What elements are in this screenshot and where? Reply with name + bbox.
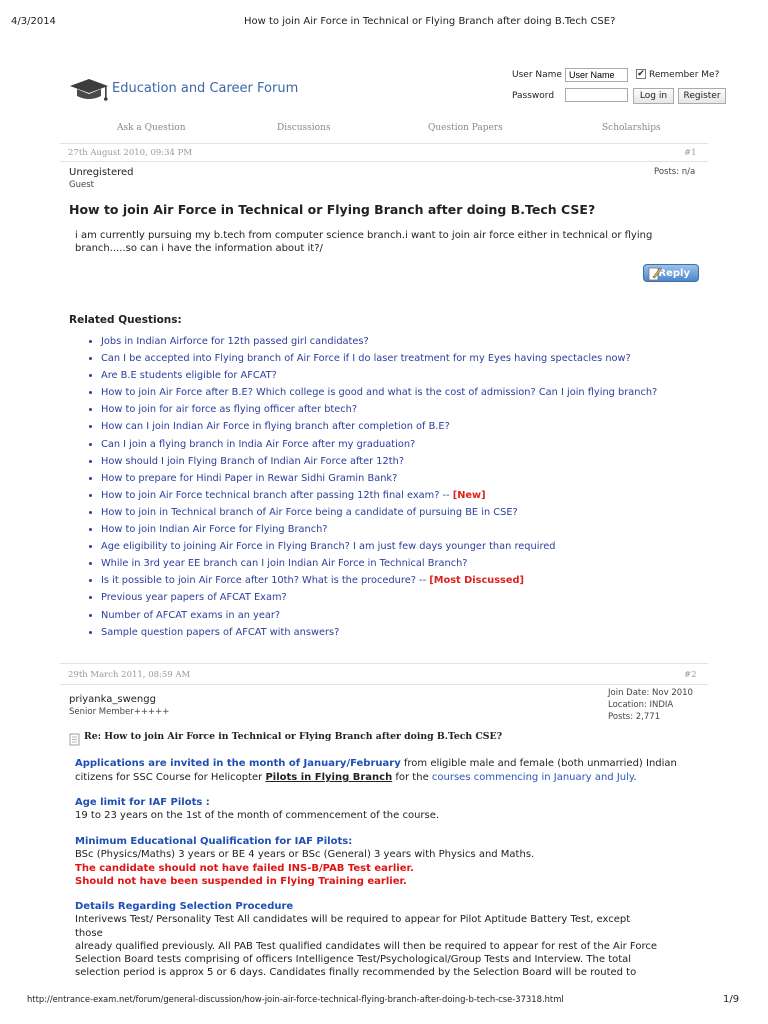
- print-page-number: 1/9: [723, 994, 740, 1005]
- graduation-cap-icon: [68, 77, 110, 107]
- username-input[interactable]: [565, 68, 628, 82]
- para1-text-a: citizens for SSC Course for Helicopter: [75, 772, 266, 783]
- register-button[interactable]: Register: [678, 88, 726, 104]
- password-input[interactable]: [565, 88, 628, 102]
- post2-date: 29th March 2011, 08:59 AM: [68, 670, 191, 680]
- related-question-item: [101, 589, 721, 606]
- edu-warning-1: The candidate should not have failed INS-B/PAB Test earlier.: [75, 863, 414, 874]
- question-tag: [New]: [452, 489, 486, 501]
- print-title: How to join Air Force in Technical or Flying Branch after doing B.Tech CSE?: [244, 16, 616, 27]
- para1-text-b: for the: [392, 772, 432, 783]
- reply-label: Reply: [658, 268, 690, 279]
- password-label: Password: [512, 91, 555, 101]
- document-icon: [69, 731, 81, 750]
- nav-question-papers[interactable]: Question Papers: [428, 123, 503, 133]
- related-question-link[interactable]: Age eligibility to joining Air Force in Flying Branch? I am just few days younger than required: [101, 541, 556, 553]
- related-question-link[interactable]: How to join in Technical branch of Air Force being a candidate of pursuing BE in CSE?: [101, 506, 518, 518]
- divider: [60, 161, 708, 162]
- related-question-item: [101, 384, 721, 401]
- reply-button[interactable]: [643, 264, 699, 282]
- related-question-link[interactable]: Can I be accepted into Flying branch of Air Force if I do laser treatment for my Eyes having spectacles now?: [101, 353, 631, 365]
- related-question-link[interactable]: Are B.E students eligible for AFCAT?: [101, 370, 277, 382]
- age-text: 19 to 23 years on the 1st of the month of commencement of the course.: [75, 810, 440, 821]
- related-question-item: [101, 607, 721, 624]
- post1-body-line2: branch.....so can i have the information about it?/: [75, 243, 323, 254]
- related-question-link[interactable]: Jobs in Indian Airforce for 12th passed girl candidates?: [101, 336, 369, 347]
- related-question-item: • How to join Air Force technical branch after passing 12th final exam? -- [New]: [101, 487, 721, 504]
- related-question-item: [101, 418, 721, 435]
- related-question-link[interactable]: How can I join Indian Air Force in flying branch after completion of B.E?: [101, 421, 450, 433]
- related-question-link[interactable]: Is it possible to join Air Force after 10th? What is the procedure?: [101, 575, 416, 587]
- print-url: http://entrance-exam.net/forum/general-discussion/how-join-air-force-technical-flying-branch-after-doing-b-tech-cse-37318.html: [27, 994, 564, 1004]
- related-question-link[interactable]: How to join for air force as flying officer after btech?: [101, 404, 358, 416]
- related-questions-list: [88, 333, 721, 641]
- post2-para1-line2: [75, 771, 637, 785]
- post1-username: Unregistered: [69, 167, 134, 178]
- related-question-link[interactable]: Previous year papers of AFCAT Exam?: [101, 592, 287, 604]
- post2-role: Senior Member+++++: [69, 707, 170, 717]
- post1-posts: Posts: n/a: [654, 167, 696, 177]
- related-question-item: [101, 453, 721, 470]
- related-question-link[interactable]: Number of AFCAT exams in an year?: [101, 609, 281, 621]
- related-question-link[interactable]: How should I join Flying Branch of Indian Air Force after 12th?: [101, 455, 405, 467]
- applications-invited-text: Applications are invited in the month of January/February: [75, 758, 401, 769]
- site-name[interactable]: Education and Career Forum: [112, 81, 299, 96]
- age-heading: Age limit for IAF Pilots :: [75, 797, 210, 808]
- post2-number[interactable]: #2: [684, 670, 697, 680]
- selection-line5: selection period is approx 5 or 6 days. Candidates finally recommended by the Selection Board will be routed to: [75, 967, 637, 978]
- related-question-link[interactable]: Sample question papers of AFCAT with answers?: [101, 626, 340, 638]
- pencil-icon: [648, 266, 662, 288]
- edu-text: BSc (Physics/Maths) 3 years or BE 4 years or BSc (General) 3 years with Physics and Maths.: [75, 849, 535, 860]
- remember-label: Remember Me?: [649, 70, 720, 80]
- related-question-item: [101, 624, 721, 641]
- post2-username[interactable]: priyanka_swengg: [69, 694, 156, 705]
- related-question-item: [101, 470, 721, 487]
- edu-warning-2: Should not have been suspended in Flying Training earlier.: [75, 876, 407, 887]
- username-label: User Name: [512, 70, 562, 80]
- post2-location: Location: INDIA: [608, 700, 674, 710]
- login-button[interactable]: Log in: [633, 88, 674, 104]
- selection-heading: Details Regarding Selection Procedure: [75, 901, 294, 912]
- selection-line1: Interivews Test/ Personality Test All candidates will be required to appear for Pilot Aptitude Battery Test, except: [75, 914, 631, 925]
- selection-line4: Selection Board tests comprising of officers Intelligence Test/Psychological/Group Tests and Interview. The total: [75, 954, 632, 965]
- edu-heading: Minimum Educational Qualification for IAF Pilots:: [75, 836, 353, 847]
- para1-rest: from eligible male and female (both unmarried) Indian: [400, 758, 677, 769]
- post1-role: Guest: [69, 180, 94, 190]
- post2-join-date: Join Date: Nov 2010: [608, 688, 693, 698]
- related-question-link[interactable]: How to join Air Force after B.E? Which college is good and what is the cost of admission? Can I join flying branch?: [101, 387, 658, 399]
- para1-period: .: [633, 772, 637, 783]
- divider: [60, 684, 708, 685]
- related-question-link[interactable]: How to join Indian Air Force for Flying Branch?: [101, 524, 328, 536]
- post2-re-title: Re: How to join Air Force in Technical or Flying Branch after doing B.Tech CSE?: [84, 731, 503, 742]
- related-question-item: [101, 367, 721, 384]
- related-question-link[interactable]: While in 3rd year EE branch can I join Indian Air Force in Technical Branch?: [101, 558, 468, 570]
- divider: [60, 143, 708, 144]
- post1-title: How to join Air Force in Technical or Flying Branch after doing B.Tech CSE?: [69, 202, 596, 217]
- print-date: 4/3/2014: [11, 16, 56, 27]
- courses-commencing-text: courses commencing in January and July: [431, 772, 634, 783]
- nav-ask-question[interactable]: Ask a Question: [117, 123, 186, 133]
- selection-line2: those: [75, 928, 103, 939]
- remember-checkbox[interactable]: ✔: [637, 69, 645, 79]
- post2-para1-line1: [75, 757, 677, 771]
- nav-discussions[interactable]: Discussions: [277, 123, 331, 133]
- pilots-flying-branch-link[interactable]: Pilots in Flying Branch: [265, 772, 393, 783]
- related-question-link[interactable]: How to join Air Force technical branch after passing 12th final exam?: [101, 489, 440, 501]
- related-heading: Related Questions:: [69, 314, 182, 326]
- post1-date: 27th August 2010, 09:34 PM: [68, 148, 193, 158]
- related-question-link[interactable]: Can I join a flying branch in India Air Force after my graduation?: [101, 438, 416, 450]
- post1-body-line1: i am currently pursuing my b.tech from computer science branch.i want to join air force either in technical or flying: [75, 230, 653, 241]
- related-question-item: [101, 350, 721, 367]
- post1-number[interactable]: #1: [684, 148, 697, 158]
- nav-scholarships[interactable]: Scholarships: [602, 123, 661, 133]
- divider: [60, 663, 708, 664]
- related-question-link[interactable]: How to prepare for Hindi Paper in Rewar Sidhi Gramin Bank?: [101, 472, 398, 484]
- related-question-item: [101, 504, 721, 521]
- related-question-item: [101, 436, 721, 453]
- selection-line3: already qualified previously. All PAB Test qualified candidates will then be required to appear for rest of the Air Force: [75, 941, 657, 952]
- question-tag: [Most Discussed]: [429, 575, 525, 587]
- related-question-item: [101, 401, 721, 418]
- post2-posts: Posts: 2,771: [608, 712, 661, 722]
- related-question-item: • Is it possible to join Air Force after 10th? What is the procedure? -- [Most Discussed]: [101, 572, 721, 589]
- related-question-item: [101, 555, 721, 572]
- related-question-item: [101, 333, 721, 350]
- related-question-item: [101, 521, 721, 538]
- related-question-item: [101, 538, 721, 555]
